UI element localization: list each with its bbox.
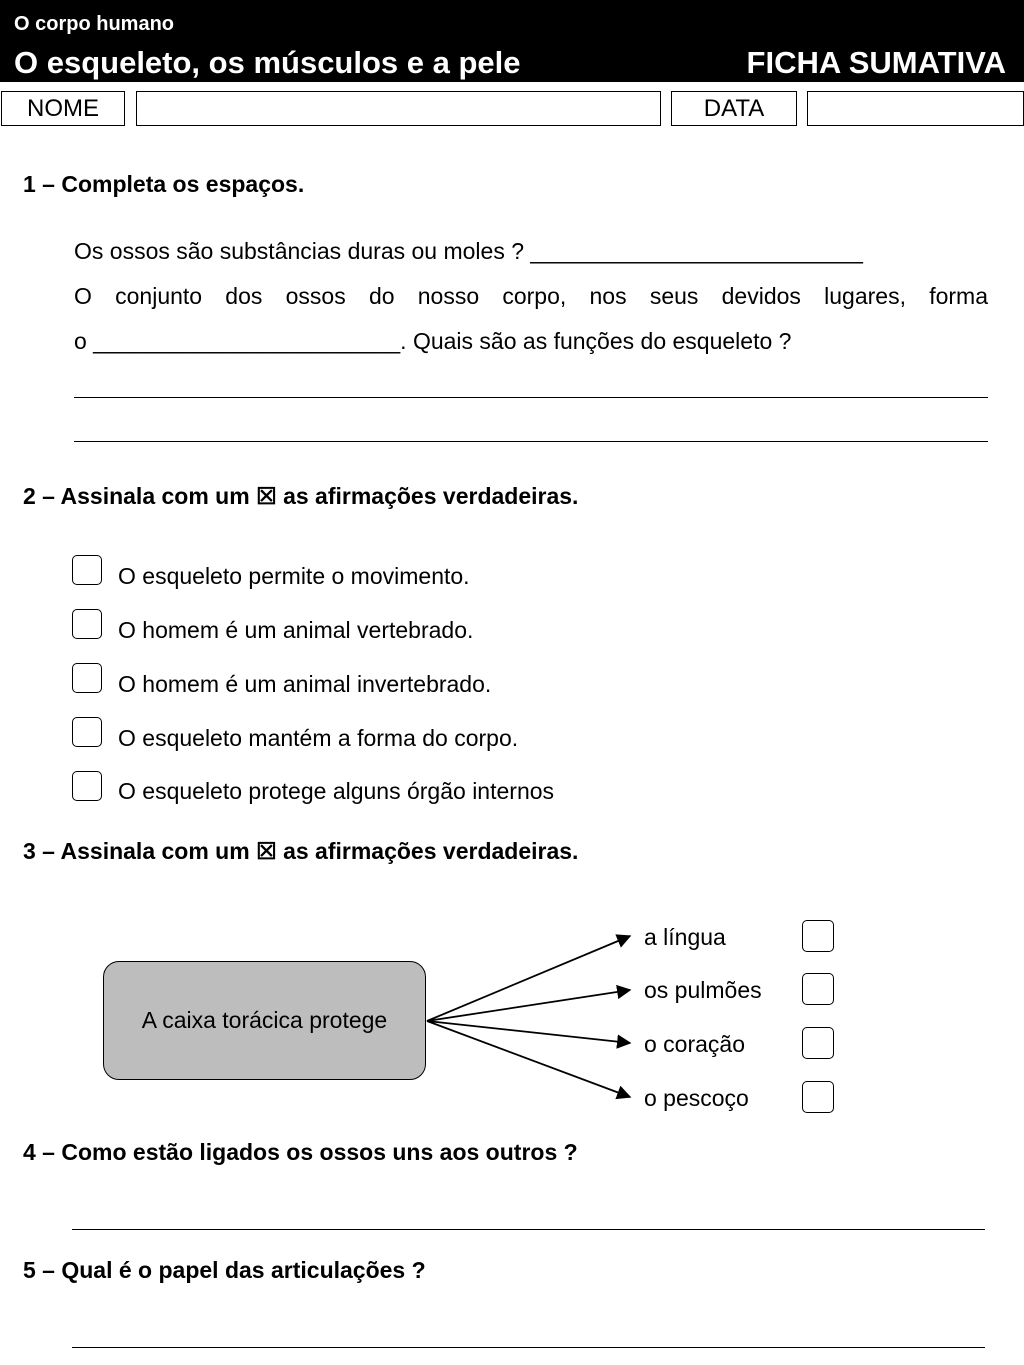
answer-line[interactable] <box>72 1229 985 1230</box>
document-type: FICHA SUMATIVA <box>746 45 1006 80</box>
statement-item: O homem é um animal invertebrado. <box>118 671 492 697</box>
checkbox[interactable] <box>802 1081 834 1113</box>
date-label: DATA <box>671 91 797 126</box>
header-subtitle: O corpo humano <box>14 13 174 35</box>
question-5-title: 5 – Qual é o papel das articulações ? <box>23 1257 426 1283</box>
checkbox[interactable] <box>802 920 834 952</box>
checkbox[interactable] <box>802 1027 834 1059</box>
question-1-line-1: Os ossos são substâncias duras ou moles ? __________________________ <box>74 238 863 264</box>
arrow-to-lingua <box>427 936 630 1021</box>
rib-cage-label: A caixa torácica protege <box>141 1007 388 1033</box>
question-1-line-2: O conjunto dos ossos do nosso corpo, nos seus devidos lugares, forma <box>74 283 988 309</box>
statement-item: O esqueleto mantém a forma do corpo. <box>118 725 519 751</box>
page-title: O esqueleto, os músculos e a pele <box>14 45 521 80</box>
organ-option: a língua <box>644 924 726 950</box>
name-label: NOME <box>1 91 125 126</box>
organ-option: os pulmões <box>644 977 762 1003</box>
statement-item: O esqueleto permite o movimento. <box>118 563 470 589</box>
question-4-title: 4 – Como estão ligados os ossos uns aos outros ? <box>23 1139 578 1165</box>
statement-item: O homem é um animal vertebrado. <box>118 617 474 643</box>
arrow-to-pulmoes <box>427 990 630 1021</box>
question-1-line-3: o ________________________. Quais são as funções do esqueleto ? <box>74 328 792 354</box>
question-1-title: 1 – Completa os espaços. <box>23 171 305 197</box>
checkbox[interactable] <box>802 973 834 1005</box>
question-3-title: 3 – Assinala com um ☒ as afirmações verdadeiras. <box>23 838 579 864</box>
question-2-title: 2 – Assinala com um ☒ as afirmações verdadeiras. <box>23 483 579 509</box>
organ-option: o pescoço <box>644 1085 749 1111</box>
organ-option: o coração <box>644 1031 746 1057</box>
statement-item: O esqueleto protege alguns órgão internos <box>118 778 555 804</box>
answer-line[interactable] <box>72 1347 985 1348</box>
